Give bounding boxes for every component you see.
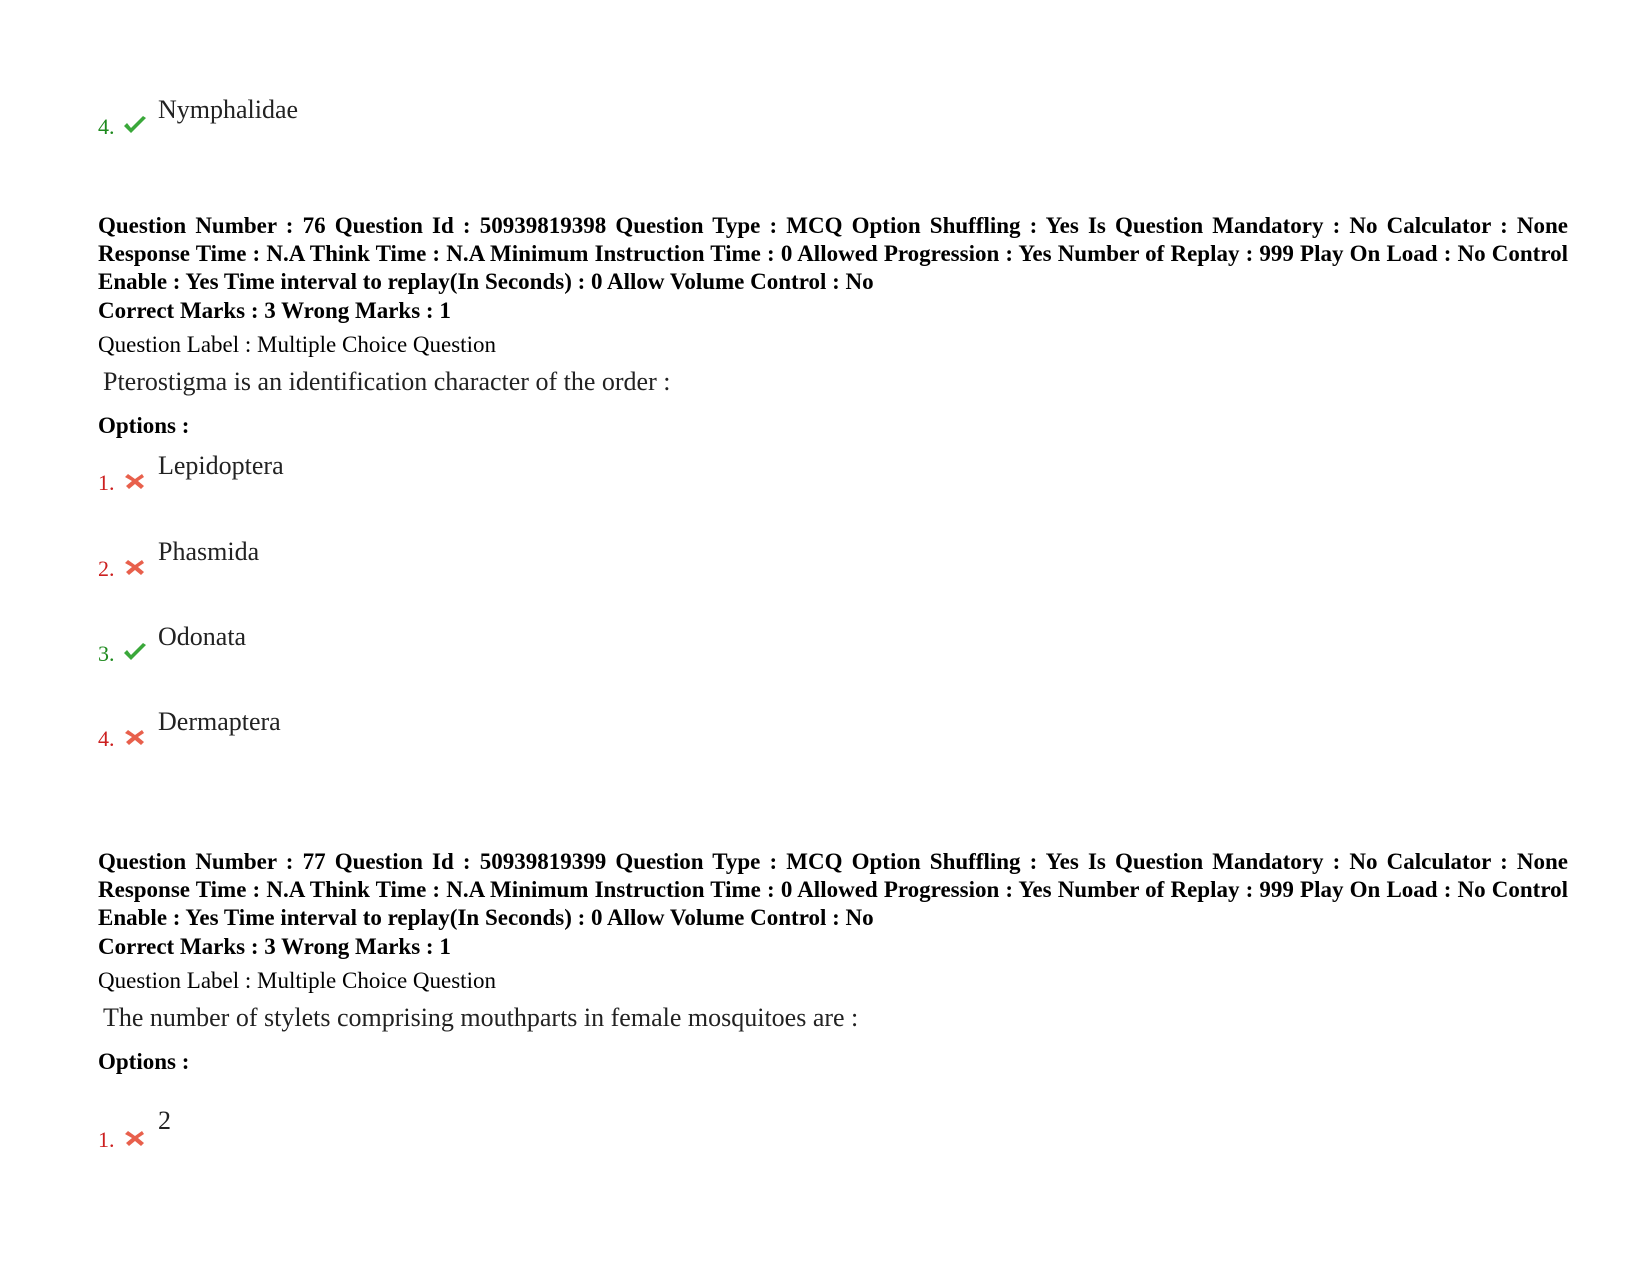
cross-icon — [122, 470, 148, 492]
question-text: Pterostigma is an identification character of the order : — [103, 367, 671, 396]
option-number: 4. — [98, 726, 115, 751]
question-meta: Question Number : 77 Question Id : 50939819399 Question Type : MCQ Option Shuffling : Yes Is Question Mandatory : No Calculator : None Response Time : N.A Think Time : N.A Minimum Instruction Time : 0 Allowed Progression : Yes Number of Replay : 999 Play On Load : No Control Enable : Yes Time interval to replay(In Seconds) : 0 Allow Volume Control : No — [98, 849, 1568, 930]
option-text: Dermaptera — [158, 707, 281, 736]
option-text: Odonata — [158, 622, 247, 651]
question-label: Question Label : Multiple Choice Question — [98, 968, 496, 993]
option-text: Phasmida — [158, 537, 260, 566]
option-number: 4. — [98, 114, 115, 139]
option-number: 3. — [98, 641, 115, 666]
option-text: Lepidoptera — [158, 451, 284, 480]
option-text: 2 — [158, 1106, 171, 1135]
question-marks: Correct Marks : 3 Wrong Marks : 1 — [98, 934, 451, 959]
options-heading: Options : — [98, 1049, 190, 1074]
option-text: Nymphalidae — [158, 95, 299, 124]
option-number: 1. — [98, 470, 115, 495]
cross-icon — [122, 726, 148, 748]
check-icon — [122, 114, 148, 136]
question-marks: Correct Marks : 3 Wrong Marks : 1 — [98, 298, 451, 323]
question-meta: Question Number : 76 Question Id : 50939819398 Question Type : MCQ Option Shuffling : Yes Is Question Mandatory : No Calculator : None Response Time : N.A Think Time : N.A Minimum Instruction Time : 0 Allowed Progression : Yes Number of Replay : 999 Play On Load : No Control Enable : Yes Time interval to replay(In Seconds) : 0 Allow Volume Control : No — [98, 213, 1568, 294]
options-heading: Options : — [98, 413, 190, 438]
option-number: 1. — [98, 1127, 115, 1152]
option-number: 2. — [98, 556, 115, 581]
question-label: Question Label : Multiple Choice Question — [98, 332, 496, 357]
cross-icon — [122, 1127, 148, 1149]
check-icon — [122, 641, 148, 663]
cross-icon — [122, 556, 148, 578]
question-text: The number of stylets comprising mouthparts in female mosquitoes are : — [103, 1003, 859, 1032]
